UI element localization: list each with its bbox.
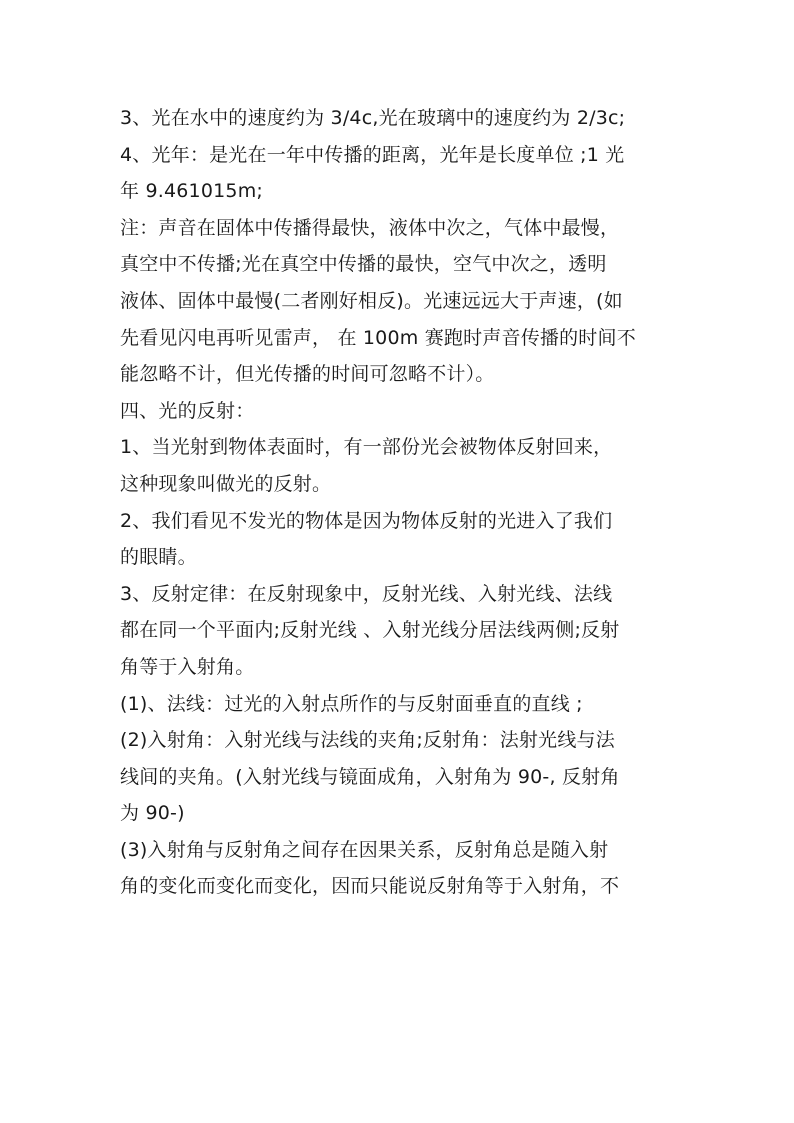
text-line: 液体、固体中最慢(二者刚好相反)。光速远远大于声速，(如 bbox=[120, 289, 623, 312]
text-line: 真空中不传播;光在真空中传播的最快，空气中次之，透明 bbox=[120, 253, 607, 276]
text-line: 这种现象叫做光的反射。 bbox=[120, 472, 332, 495]
text-line: 为 90-) bbox=[120, 802, 185, 825]
text-line: 3、反射定律：在反射现象中，反射光线、入射光线、法线 bbox=[120, 582, 613, 605]
text-line: 4、光年：是光在一年中传播的距离，光年是长度单位 ;1 光 bbox=[120, 143, 625, 166]
text-line: (2)入射角：入射光线与法线的夹角;反射角：法射光线与法 bbox=[120, 729, 615, 752]
text-line: 角等于入射角。 bbox=[120, 655, 255, 678]
text-line: 注：声音在固体中传播得最快，液体中次之，气体中最慢， bbox=[120, 216, 620, 239]
text-line: 3、光在水中的速度约为 3/4c,光在玻璃中的速度约为 2/3c; bbox=[120, 107, 626, 129]
text-line: 角的变化而变化而变化，因而只能说反射角等于入射角，不 bbox=[120, 875, 620, 898]
text-line: 能忽略不计，但光传播的时间可忽略不计）。 bbox=[120, 363, 495, 386]
document-body bbox=[120, 100, 680, 905]
text-line: 年 9.461015m; bbox=[120, 180, 264, 203]
text-line: 的眼睛。 bbox=[120, 546, 197, 569]
text-line: 线间的夹角。(入射光线与镜面成角，入射角为 90-, 反射角 bbox=[120, 765, 620, 788]
text-line: 先看见闪电再听见雷声， 在 100m 赛跑时声音传播的时间不 bbox=[120, 326, 636, 349]
text-line: (3)入射角与反射角之间存在因果关系，反射角总是随入射 bbox=[120, 838, 609, 861]
text-line: 都在同一个平面内;反射光线 、入射光线分居法线两侧;反射 bbox=[120, 619, 620, 642]
text-line: (1)、法线：过光的入射点所作的与反射面垂直的直线 ; bbox=[120, 692, 583, 715]
text-line: 1、当光射到物体表面时，有一部份光会被物体反射回来， bbox=[120, 436, 613, 459]
section-heading: 四、光的反射： bbox=[120, 399, 255, 422]
text-line: 2、我们看见不发光的物体是因为物体反射的光进入了我们 bbox=[120, 509, 613, 532]
